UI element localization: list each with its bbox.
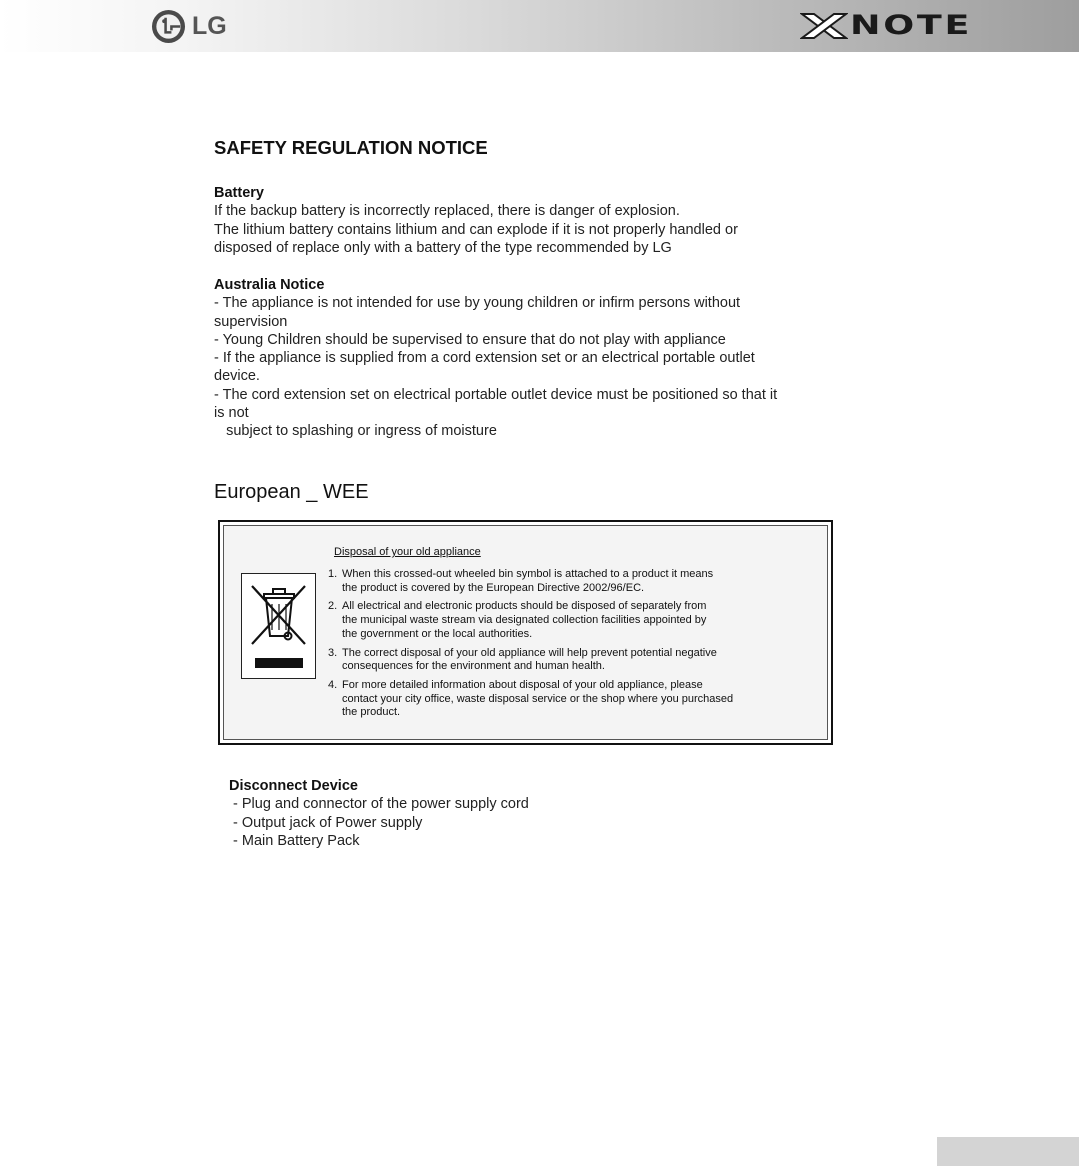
battery-line: disposed of replace only with a battery of the type recommended by LG	[214, 239, 672, 256]
wee-item-number: 2.	[328, 600, 338, 613]
battery-line: The lithium battery contains lithium and can explode if it is not properly handled or	[214, 221, 738, 238]
wee-list-item	[328, 647, 798, 674]
page-header	[0, 0, 1079, 52]
page-title: SAFETY REGULATION NOTICE	[214, 137, 488, 158]
xnote-x-icon	[800, 12, 848, 40]
wee-list-item	[328, 679, 798, 720]
wee-list-item	[328, 600, 798, 641]
australia-line: supervision	[214, 313, 288, 330]
disconnect-section	[229, 777, 729, 850]
australia-line: - Young Children should be supervised to ensure that do not play with appliance	[214, 331, 726, 348]
wee-item-list	[328, 568, 798, 725]
bin-symbol-frame	[241, 573, 316, 679]
lg-circle-icon	[151, 9, 186, 44]
lg-logo	[151, 8, 227, 44]
wee-notice-inner	[223, 525, 828, 740]
australia-line: subject to splashing or ingress of moisture	[214, 423, 497, 440]
australia-heading: Australia Notice	[214, 277, 325, 293]
australia-line: - If the appliance is supplied from a cord extension set or an electrical portable outlet	[214, 350, 755, 367]
battery-section	[214, 184, 834, 257]
wee-item-number: 4.	[328, 678, 338, 691]
disconnect-heading: Disconnect Device	[229, 778, 358, 794]
disconnect-line: - Plug and connector of the power supply cord	[229, 796, 529, 813]
wee-list-item	[328, 568, 798, 595]
australia-line: - The cord extension set on electrical portable outlet device must be positioned so that it	[214, 386, 778, 403]
page-footer-bar	[937, 1137, 1079, 1166]
wee-item-text: For more detailed information about disposal of your old appliance, please contact your city office, waste disposal service or the shop where you purchased the product.	[342, 678, 734, 719]
european-wee-title: European _ WEE	[214, 481, 369, 503]
australia-line: - The appliance is not intended for use by young children or infirm persons without	[214, 295, 741, 312]
crossed-out-bin-icon	[242, 574, 315, 678]
battery-heading: Battery	[214, 185, 264, 201]
xnote-brand-text: NOTE	[850, 10, 973, 41]
wee-item-text: The correct disposal of your old appliance will help prevent potential negative consequences for the environment and human health.	[342, 646, 717, 673]
australia-section	[214, 276, 819, 441]
wee-item-number: 3.	[328, 646, 338, 659]
xnote-logo	[800, 12, 992, 40]
wee-box-heading: Disposal of your old appliance	[334, 546, 481, 558]
lg-brand-text: LG	[192, 11, 227, 40]
disconnect-line: - Main Battery Pack	[229, 832, 360, 849]
australia-line: device.	[214, 368, 260, 385]
wee-item-text: All electrical and electronic products should be disposed of separately from the municipal waste stream via designated collection facilities appointed by the government or the local authorities.	[342, 600, 707, 640]
australia-line: is not	[214, 405, 249, 422]
battery-line: If the backup battery is incorrectly replaced, there is danger of explosion.	[214, 203, 680, 220]
wee-item-number: 1.	[328, 568, 338, 580]
disconnect-line: - Output jack of Power supply	[229, 814, 423, 831]
wee-notice-box	[218, 520, 833, 745]
wee-item-text: When this crossed-out wheeled bin symbol is attached to a product it means the product is covered by the European Directive 2002/96/EC.	[342, 568, 714, 594]
